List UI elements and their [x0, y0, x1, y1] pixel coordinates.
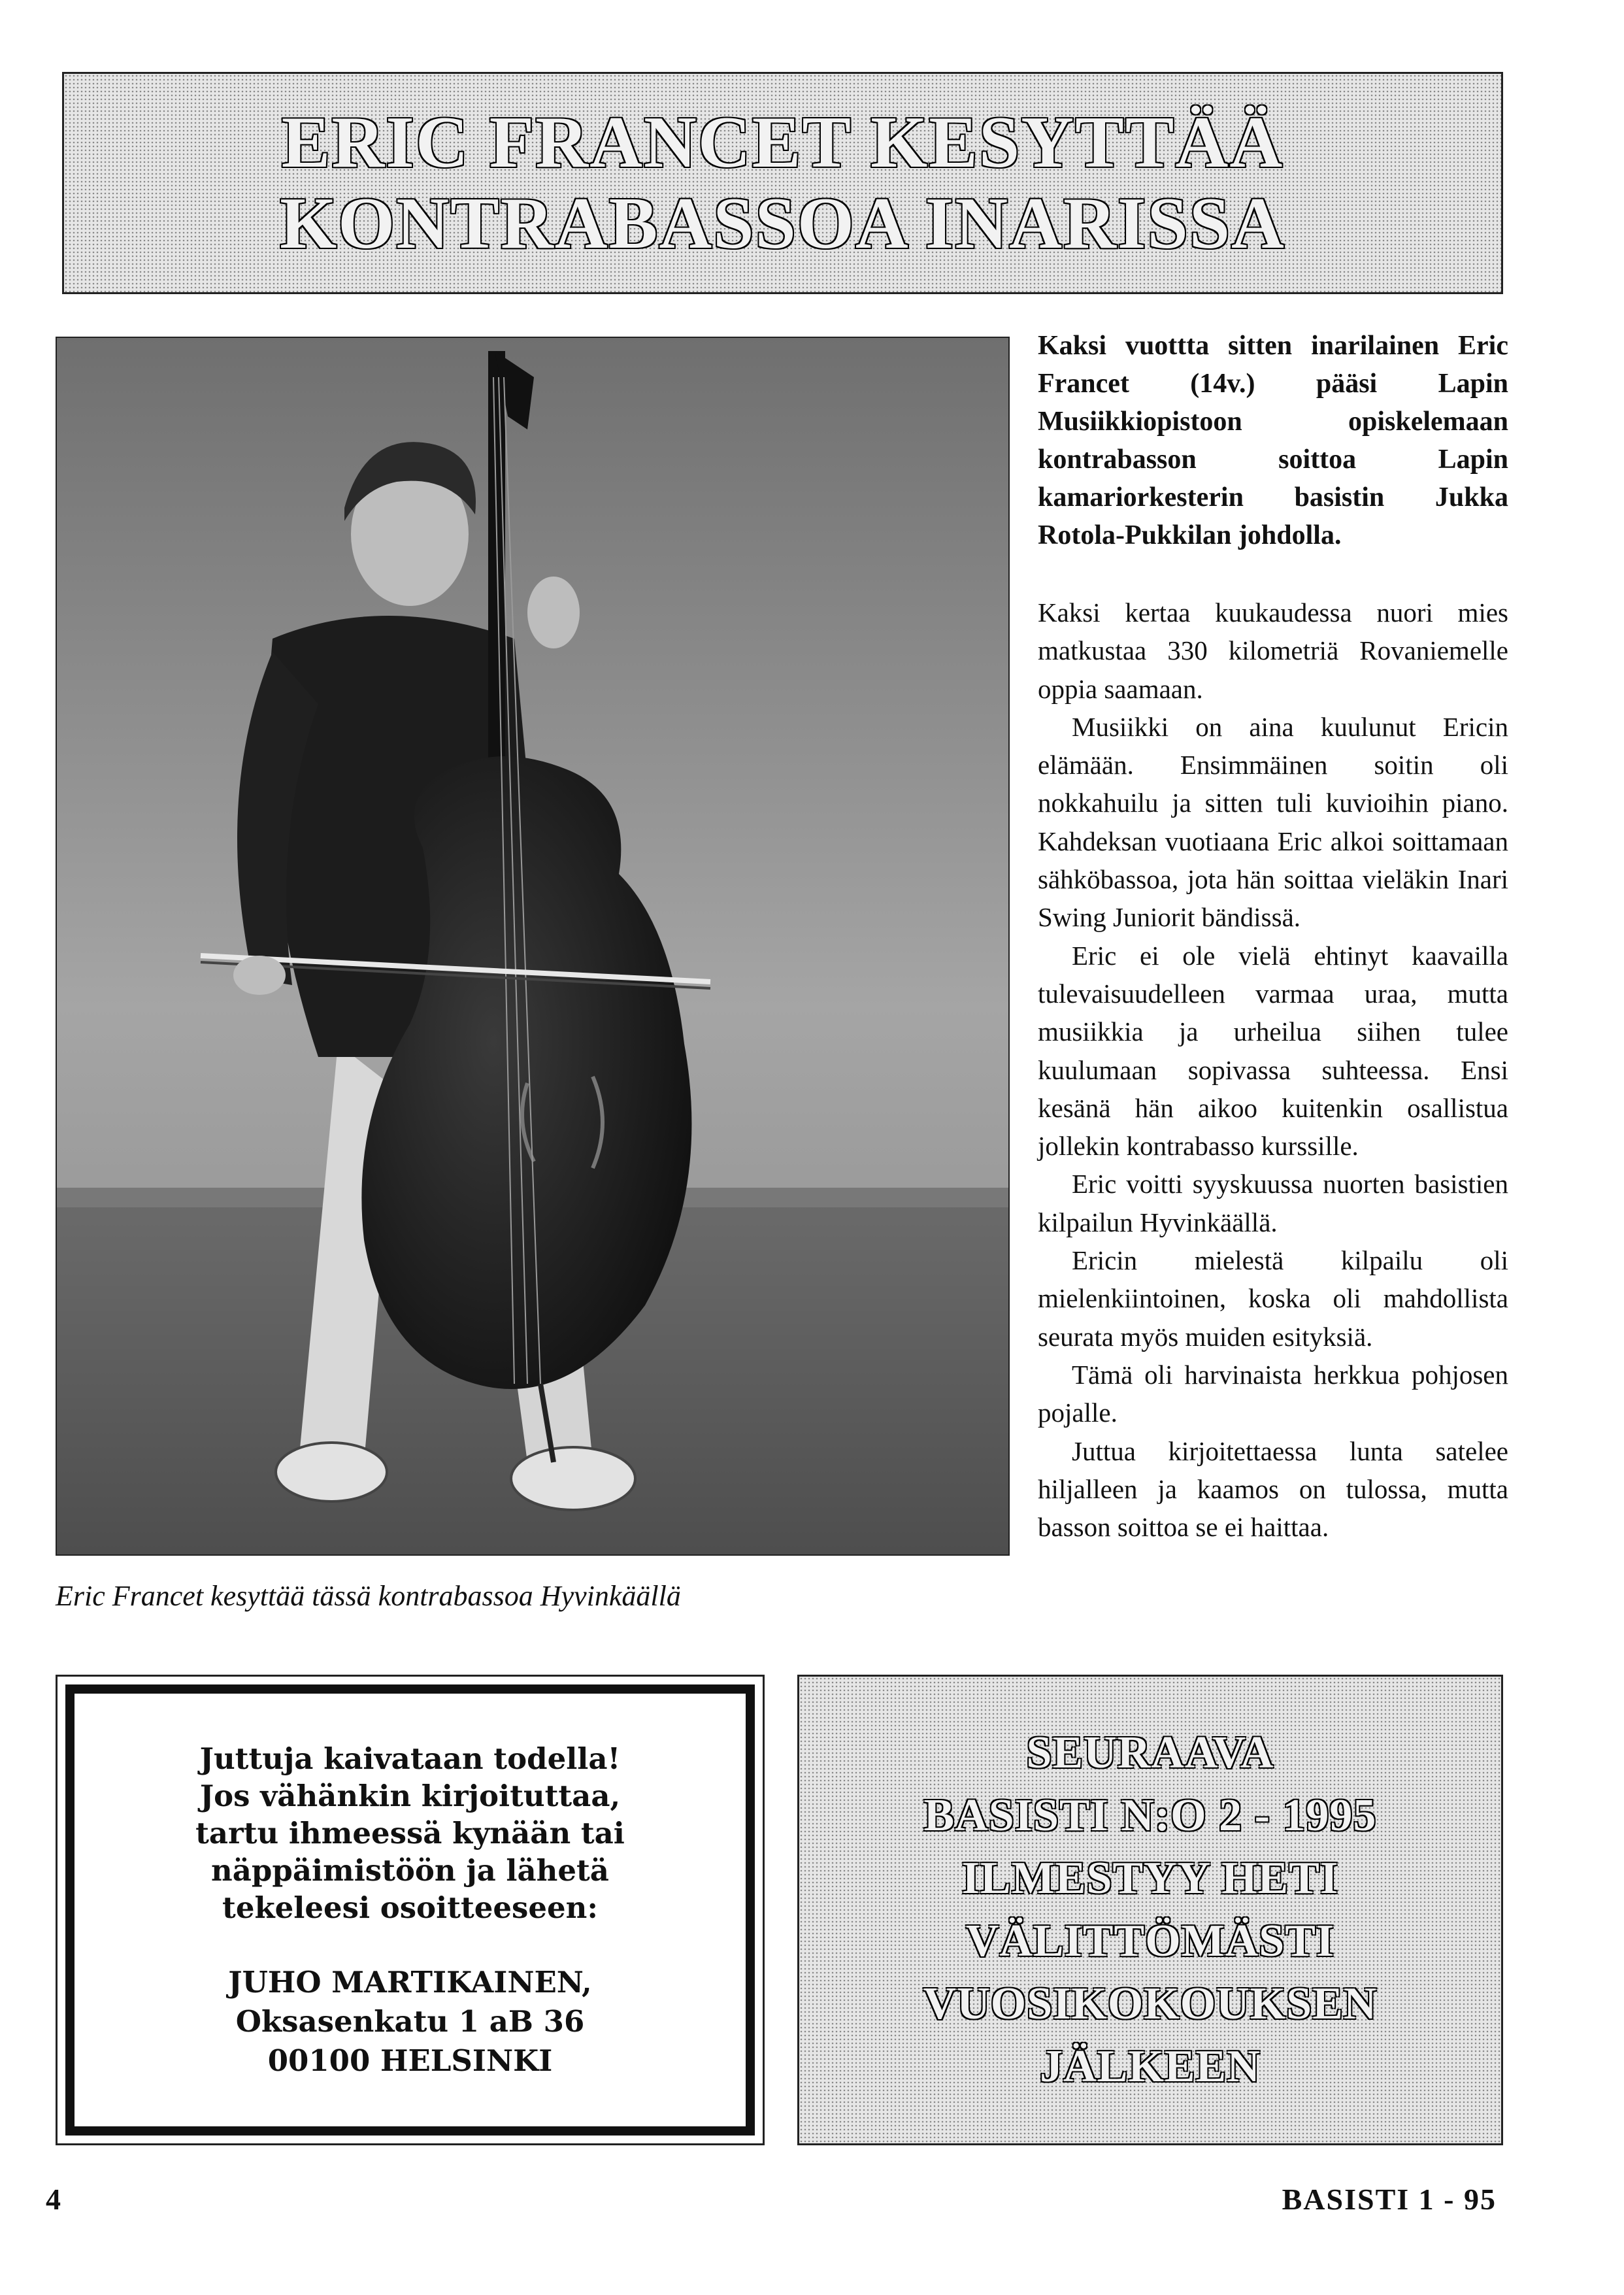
announcement-line: BASISTI N:O 2 - 1995	[923, 1790, 1377, 1841]
journal-issue: BASISTI 1 - 95	[1282, 2183, 1497, 2216]
article-column	[1038, 327, 1508, 1546]
article-body	[1038, 594, 1508, 1546]
article-lead: Kaksi vuottta sitten inarilainen Eric Francet (14v.) pääsi Lapin Musiikkiopistoon opiskelemaan kontrabasson soittoa Lapin kamariorkesterin basistin Jukka Rotola-Pukkilan johdolla.	[1038, 331, 1508, 550]
article-paragraph: Eric voitti syyskuussa nuorten basistien kilpailun Hyvinkäällä.	[1038, 1169, 1508, 1237]
notice-line: näppäimistöön ja lähetä	[211, 1852, 609, 1888]
notice-text	[195, 1740, 625, 1926]
mailing-address	[228, 1963, 591, 2081]
announcement-line: SEURAAVA	[1026, 1728, 1274, 1778]
notice-line: tekeleesi osoitteeseen:	[222, 1890, 598, 1925]
article-paragraph: Kaksi kertaa kuukaudessa nuori mies matkustaa 330 kilometriä Rovaniemelle oppia saamaan.	[1038, 597, 1508, 704]
article-paragraph: Musiikki on aina kuulunut Ericin elämään. Ensimmäinen soitin oli nokkahuilu ja sitten tuli kuvioihin piano. Kahdeksan vuotiaana Eric alkoi soittamaan sähköbassoa, jota hän soittaa vieläkin Inari Swing Juniorit bändissä.	[1038, 711, 1508, 933]
announcement-line: ILMESTYY HETI	[961, 1853, 1339, 1903]
headline	[280, 102, 1285, 264]
headline-line: ERIC FRANCET KESYTTÄÄ	[281, 102, 1284, 183]
notice-line: Juttuja kaivataan todella!	[199, 1741, 621, 1776]
address-line: 00100 HELSINKI	[267, 2043, 553, 2078]
photo-caption: Eric Francet kesyttää tässä kontrabassoa Hyvinkäällä	[56, 1580, 681, 1612]
next-issue-announcement	[797, 1675, 1503, 2145]
contribution-notice	[65, 1684, 755, 2136]
contribution-notice-box	[56, 1675, 765, 2145]
announcement-line: VUOSIKOKOUKSEN	[923, 1979, 1378, 2029]
photo-double-bass-player	[56, 337, 1010, 1556]
notice-line: Jos vähänkin kirjoituttaa,	[199, 1778, 621, 1813]
address-line: JUHO MARTIKAINEN,	[228, 1964, 592, 2000]
article-paragraph: Ericin mielestä kilpailu oli mielenkiintoinen, koska oli mahdollista seurata myös muiden esityksiä.	[1038, 1245, 1508, 1352]
announcement-line: VÄLITTÖMÄSTI	[965, 1916, 1335, 1966]
page-number: 4	[46, 2183, 61, 2216]
address-line: Oksasenkatu 1 aB 36	[235, 2003, 585, 2039]
article-paragraph: Tämä oli harvinaista herkkua pohjosen pojalle.	[1038, 1359, 1508, 1428]
article-paragraph: Eric ei ole vielä ehtinyt kaavailla tulevaisuudelleen varmaa uraa, mutta musiikkia ja urheilua siihen tulee kuulumaan sopivassa suhteessa. Ensi kesänä hän aikoo kuitenkin osallistua jollekin kontrabasso kurssille.	[1038, 940, 1508, 1162]
headline-banner	[62, 72, 1503, 294]
announcement-text	[923, 1722, 1378, 2098]
article-paragraph: Juttua kirjoitettaessa lunta satelee hiljalleen ja kaamos on tulossa, mutta basson soittoa se ei haittaa.	[1038, 1435, 1508, 1543]
headline-line: KONTRABASSOA INARISSA	[280, 183, 1285, 264]
notice-line: tartu ihmeessä kynään tai	[195, 1815, 625, 1851]
photo-illustration	[57, 338, 1008, 1554]
announcement-line: JÄLKEEN	[1040, 2041, 1261, 2092]
